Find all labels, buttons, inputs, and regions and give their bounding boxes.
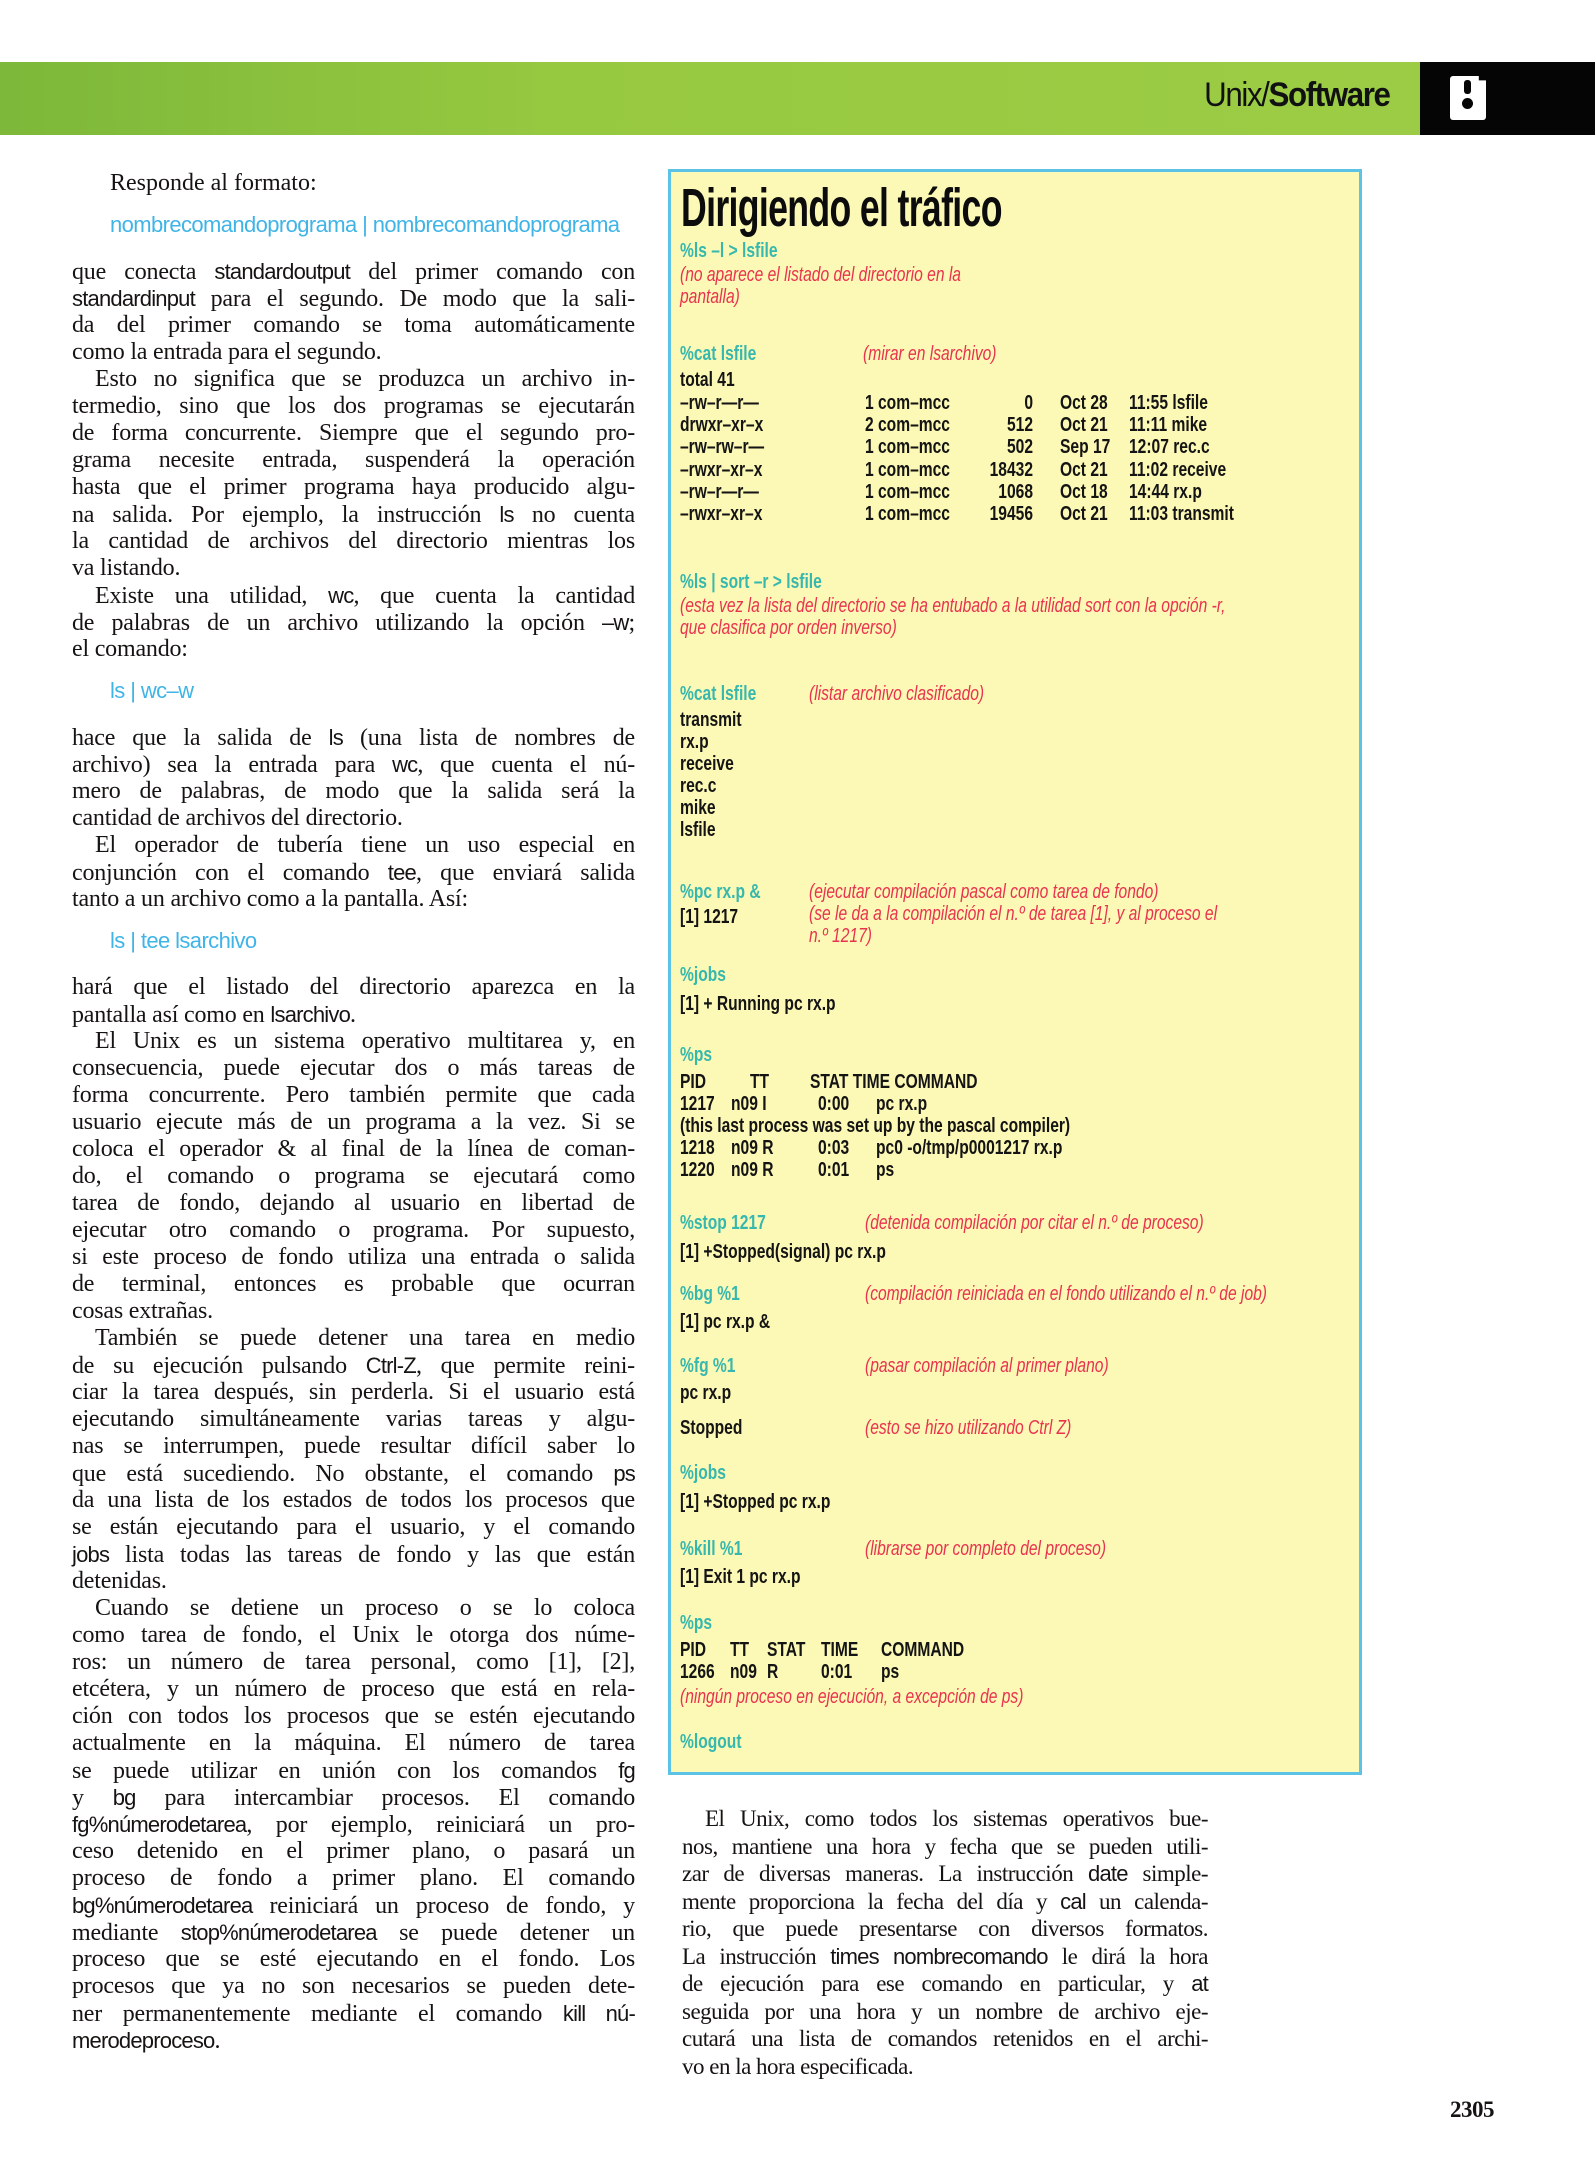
text-segment: mero de palabras, de modo que la salida será la [72, 778, 635, 804]
text-line [682, 1860, 1208, 1888]
text-line [72, 1919, 635, 1946]
text-segment: , que enviará salida [415, 860, 635, 886]
text-line [682, 1970, 1208, 1998]
text-segment: , que cuenta la cantidad [353, 583, 636, 609]
text-segment: ner permanentemente mediante el comando [72, 2001, 563, 2027]
text-segment: , que permite reini- [415, 1353, 635, 1379]
listing-permissions: –rw–rw–r— [680, 436, 765, 459]
text-segment: del primer comando con [349, 259, 636, 285]
text-line [72, 2027, 635, 2054]
listing-time-name: 11:03 transmit [1129, 503, 1234, 525]
command-line: %pc rx.p & [680, 881, 761, 903]
text-line [72, 724, 635, 751]
output-line: [1] +Stopped pc rx.p [680, 1491, 831, 1513]
note: (mirar en lsarchivo) [863, 343, 997, 365]
listing-owner: 2 com–mcc [865, 414, 950, 437]
listing-owner: 1 com–mcc [865, 392, 950, 414]
text-segment: procesos que ya no son necesarios se pueden dete- [72, 1973, 635, 1999]
listing-date: Oct 21 [1060, 503, 1108, 525]
text-line [72, 1379, 635, 1406]
listing-time-name: 14:44 rx.p [1129, 480, 1202, 503]
text-segment: proceso de fondo a primer plano. El comando [72, 1865, 635, 1891]
text-line [682, 1915, 1208, 1943]
text-line [72, 1757, 635, 1784]
text-line [72, 1568, 635, 1595]
sorted-file: mike [680, 797, 716, 819]
text-segment: ejecutando simultáneamente varias tareas y algu- [72, 1406, 635, 1432]
floppy-disk-icon [1450, 76, 1486, 120]
text-segment: se están ejecutando para el usuario, y el comando [72, 1514, 635, 1540]
text-segment: proceso que se esté ejecutando en el fondo. Los [72, 1946, 635, 1972]
ps-header-time: TIME [821, 1639, 859, 1661]
command-line: %cat lsfile [680, 683, 757, 705]
text-line [72, 1946, 635, 1973]
text-segment: vo en la hora especificada. [682, 2053, 914, 2079]
listing-size: 1068 [998, 480, 1033, 503]
output-line: [1] +Stopped(signal) pc rx.p [680, 1241, 886, 1263]
text-segment: un calenda- [1085, 1888, 1209, 1914]
listing-date: Oct 21 [1060, 414, 1108, 437]
inline-command: kill nú- [562, 2001, 635, 2026]
text-line [682, 1943, 1208, 1971]
text-line [72, 258, 635, 285]
ps-pid: 1220 [680, 1159, 715, 1181]
sorted-file: rx.p [680, 731, 709, 753]
text-segment: grama necesite entrada, suspenderá la operación [72, 447, 635, 473]
ps-time: 0:01 [821, 1661, 853, 1683]
text-segment: . [350, 1002, 356, 1028]
text-line [72, 1865, 635, 1892]
text-line [72, 974, 635, 1001]
text-line [72, 501, 635, 528]
output-line: [1] pc rx.p & [680, 1311, 771, 1333]
command-line: %ps [680, 1612, 713, 1634]
text-segment: da una lista de los estados de todos los procesos que [72, 1487, 635, 1513]
ps-pid: 1217 [680, 1093, 715, 1115]
listing-size: 502 [1006, 436, 1033, 459]
command-line: %jobs [680, 964, 726, 986]
inline-command: wc [328, 583, 354, 608]
text-line [72, 1001, 635, 1028]
text-segment: Esto no significa que se produzca un archivo in- [95, 366, 635, 392]
note: (no aparece el listado del directorio en la [680, 264, 961, 286]
sorted-file: lsfile [680, 819, 716, 841]
listing-owner: 1 com–mcc [865, 503, 950, 525]
ps-time: 0:03 [818, 1137, 850, 1159]
ps-remark: (this last process was set up by the pascal compiler) [680, 1115, 1071, 1137]
text-line [72, 805, 635, 832]
note: (ejecutar compilación pascal como tarea de fondo) [809, 881, 1159, 903]
listing-size: 512 [1006, 414, 1033, 437]
listing-permissions: –rw–r—r— [680, 480, 759, 503]
listing-time-name: 12:07 rec.c [1129, 436, 1210, 459]
text-segment: cosas extrañas. [72, 1298, 213, 1324]
text-segment: etcétera, y un número de proceso que está en rela- [72, 1676, 635, 1702]
text-segment: (una lista de nombres de [342, 725, 635, 751]
section-title [1205, 76, 1390, 115]
text-segment: ciar la tarea después, sin perderla. Si el usuario está [72, 1379, 635, 1405]
text-segment: El Unix, como todos los sistemas operativos bue- [705, 1806, 1208, 1831]
inline-command: cal [1060, 1888, 1086, 1914]
text-line [72, 1541, 635, 1568]
listing-date: Oct 21 [1060, 458, 1108, 481]
ps-pid: 1266 [680, 1661, 715, 1683]
text-segment: forma concurrente. Pero también permite que cada [72, 1082, 635, 1108]
text-segment: hará que el listado del directorio aparezca en la [72, 974, 635, 1000]
text-line [72, 1973, 635, 2000]
text-line [72, 555, 635, 582]
text-line [72, 2000, 635, 2027]
text-line [72, 1433, 635, 1460]
text-segment: de su ejecución pulsando [72, 1353, 366, 1379]
inline-command: bg [112, 1785, 136, 1810]
text-segment: nos, mantiene una hora y fecha que se pueden utili- [682, 1833, 1208, 1859]
command-line: %jobs [680, 1462, 726, 1484]
text-segment: como la entrada para el segundo. [72, 339, 382, 365]
text-segment: de terminal, entonces es probable que ocurran [72, 1271, 635, 1297]
text-line [72, 1082, 635, 1109]
text-segment: , que cuenta el nú- [417, 752, 635, 778]
ps-header-tt: TT [730, 1639, 750, 1661]
left-column-text [72, 170, 635, 2054]
text-line [72, 1703, 635, 1730]
ps-command: ps [881, 1661, 900, 1683]
text-segment: termedio, sino que los dos programas se ejecutarán [72, 393, 635, 419]
output-line: [1] Exit 1 pc rx.p [680, 1566, 801, 1588]
ps-command: pc0 -o/tmp/p0001217 rx.p [876, 1137, 1063, 1159]
listing-owner: 1 com–mcc [865, 480, 950, 503]
command-line: %cat lsfile [680, 343, 757, 365]
text-line [72, 859, 635, 886]
note: (se le da a la compilación el n.º de tarea [1], y al proceso el [809, 903, 1218, 925]
text-segment: reiniciará un proceso de fondo, y [252, 1893, 635, 1919]
listing-time-name: 11:55 lsfile [1129, 392, 1208, 414]
text-segment: tanto a un archivo como a la pantalla. Así: [72, 886, 468, 912]
text-segment: archivo) sea la entrada para [72, 752, 393, 778]
text-segment: , por ejemplo, reiniciará un pro- [246, 1812, 635, 1838]
command-line: %ls | sort –r > lsfile [680, 571, 822, 593]
inline-command: ls [328, 725, 343, 750]
text-segment: de palabras de un archivo utilizando la opción [72, 610, 602, 636]
text-segment: ejecutar otro comando o programa. Por supuesto, [72, 1217, 635, 1243]
listing-time-name: 11:11 mike [1129, 414, 1208, 437]
command-line: %ps [680, 1044, 713, 1066]
text-segment: para el segundo. De modo que la sali- [194, 286, 635, 312]
listing-date: Oct 28 [1060, 392, 1108, 414]
text-line [682, 2025, 1208, 2053]
text-line [72, 832, 635, 859]
inline-command: stop%númerodetarea [180, 1920, 377, 1945]
output-line: total 41 [680, 369, 735, 391]
ps-header-stat: STAT [767, 1639, 806, 1661]
text-line [72, 312, 635, 339]
text-line [72, 1406, 635, 1433]
text-line [72, 1892, 635, 1919]
text-line [72, 474, 635, 501]
command-line: %fg %1 [680, 1355, 736, 1377]
text-segment: no cuenta [513, 502, 635, 528]
inline-command: standardoutput [214, 259, 350, 284]
inline-command: Ctrl-Z [365, 1353, 416, 1378]
text-line [72, 1622, 635, 1649]
text-line [72, 1649, 635, 1676]
text-line [72, 1784, 635, 1811]
note: (compilación reiniciada en el fondo utilizando el n.º de job) [865, 1283, 1268, 1305]
text-line [72, 1163, 635, 1190]
sorted-file: transmit [680, 709, 742, 731]
text-line [72, 582, 635, 609]
command-example: ls | wc–w [110, 678, 194, 703]
text-segment: se puede utilizar en unión con los comandos [72, 1758, 619, 1784]
text-line [682, 1805, 1208, 1833]
listing-time-name: 11:02 receive [1129, 458, 1227, 481]
sidebar-dirigiendo-el-trafico [668, 169, 1362, 1775]
text-line [72, 609, 635, 636]
text-segment: como tarea de fondo, el Unix le otorga dos núme- [72, 1622, 635, 1648]
inline-command: times nombrecomando [830, 1943, 1048, 1969]
text-line [72, 778, 635, 805]
text-line [72, 420, 635, 447]
inline-command: standardinput [72, 286, 195, 311]
listing-owner: 1 com–mcc [865, 458, 950, 481]
inline-command: –w [602, 610, 629, 635]
text-segment: le dirá la hora [1047, 1943, 1208, 1969]
text-segment: . [214, 2028, 221, 2054]
text-segment: da del primer comando se toma automáticamente [72, 312, 635, 338]
note: (listar archivo clasificado) [809, 683, 985, 705]
text-line [72, 1730, 635, 1757]
intro-text: Responde al formato: [110, 170, 317, 196]
note: (ningún proceso en ejecución, a excepción de ps) [680, 1686, 1024, 1708]
text-line [72, 1811, 635, 1838]
ps-pid: 1218 [680, 1137, 715, 1159]
text-segment: rio, que puede presentarse con diversos formatos. [682, 1916, 1208, 1941]
inline-command: merodeproceso [72, 2028, 215, 2053]
text-line [72, 1298, 635, 1325]
text-segment: El Unix es un sistema operativo multitarea y, en [95, 1028, 635, 1054]
ps-header-pid: PID [680, 1071, 707, 1093]
section-icon-box [1420, 62, 1595, 135]
text-line [72, 1838, 635, 1865]
sorted-file: receive [680, 753, 734, 775]
text-segment: ceso detenido en el primer plano, o pasará un [72, 1838, 635, 1864]
output-line: [1] + Running pc rx.p [680, 993, 836, 1015]
output-line: Stopped [680, 1417, 743, 1439]
text-segment: de forma concurrente. Siempre que el segundo pro- [72, 420, 635, 446]
command-example: nombrecomandoprograma | nombrecomandoprograma [110, 212, 620, 237]
listing-date: Oct 18 [1060, 480, 1108, 503]
inline-command: tee [387, 860, 416, 885]
command-line: %bg %1 [680, 1283, 740, 1305]
note: (esto se hizo utilizando Ctrl Z) [865, 1417, 1072, 1439]
text-line [72, 1676, 635, 1703]
text-line [682, 1833, 1208, 1861]
text-segment: Existe una utilidad, [95, 583, 329, 609]
text-line [72, 1460, 635, 1487]
sidebar-title: Dirigiendo el tráfico [681, 178, 1002, 238]
ps-command: pc rx.p [876, 1093, 928, 1115]
text-segment: el comando: [72, 636, 188, 662]
ps-header-rest: STAT TIME COMMAND [810, 1071, 978, 1093]
ps-command: ps [876, 1159, 895, 1181]
text-segment: usuario ejecute más de un programa a la vez. Si se [72, 1109, 635, 1135]
listing-owner: 1 com–mcc [865, 436, 950, 459]
text-line [72, 886, 635, 913]
note: que clasifica por orden inverso) [680, 617, 897, 639]
text-segment: para intercambiar procesos. El comando [135, 1785, 635, 1811]
section-header-band [0, 62, 1420, 135]
note: (detenida compilación por citar el n.º de proceso) [865, 1212, 1204, 1234]
text-segment: y [72, 1785, 113, 1811]
ps-time: 0:01 [818, 1159, 850, 1181]
listing-date: Sep 17 [1060, 436, 1111, 459]
ps-tt: n09 R [731, 1137, 774, 1159]
command-line: %kill %1 [680, 1538, 743, 1560]
listing-permissions: –rwxr–xr–x [680, 503, 763, 525]
text-segment: de ejecución para ese comando en particular, y [682, 1971, 1192, 1996]
text-segment: conjunción con el comando [72, 860, 388, 886]
text-line [72, 366, 635, 393]
text-line [72, 285, 635, 312]
inline-command: bg%númerodetarea [72, 1893, 253, 1918]
text-line [72, 1055, 635, 1082]
text-line [72, 1514, 635, 1541]
page-number: 2305 [1450, 2097, 1494, 2122]
text-line [72, 1217, 635, 1244]
text-line [72, 1136, 635, 1163]
text-segment: va listando. [72, 555, 181, 581]
inline-command: lsarchivo [270, 1002, 351, 1027]
text-line [72, 1109, 635, 1136]
text-line [72, 751, 635, 778]
text-segment: lista todas las tareas de fondo y las que están [109, 1542, 635, 1568]
text-line [72, 1352, 635, 1379]
text-line [72, 393, 635, 420]
note: (pasar compilación al primer plano) [865, 1355, 1109, 1377]
text-line [72, 636, 635, 663]
text-segment: Cuando se detiene un proceso o se lo coloca [95, 1595, 635, 1621]
text-segment: El operador de tubería tiene un uso especial en [95, 832, 635, 858]
listing-size: 0 [1024, 392, 1033, 414]
inline-command: date [1088, 1861, 1128, 1886]
note: n.º 1217) [809, 925, 872, 947]
listing-permissions: –rwxr–xr–x [680, 458, 763, 481]
section-topic: Software [1268, 76, 1390, 114]
listing-permissions: –rw–r—r— [680, 392, 759, 414]
text-line [72, 1487, 635, 1514]
sorted-file: rec.c [680, 775, 717, 797]
text-segment: ción con todos los procesos que se estén ejecutando [72, 1703, 635, 1729]
command-line: %stop 1217 [680, 1212, 766, 1234]
ps-stat: R [767, 1661, 779, 1683]
output-line: pc rx.p [680, 1382, 732, 1404]
ps-header-pid: PID [680, 1639, 707, 1661]
inline-command: at [1191, 1971, 1208, 1996]
ps-tt: n09 [730, 1661, 757, 1683]
text-segment: do, el comando o programa se ejecutará como [72, 1163, 635, 1189]
text-line [72, 1271, 635, 1298]
ps-tt: n09 R [731, 1159, 774, 1181]
right-column-paragraph [682, 1805, 1208, 2080]
text-line [682, 2053, 1208, 2081]
command-line: %ls –l > lsfile [680, 240, 778, 262]
listing-size: 19456 [989, 503, 1033, 525]
text-segment: la cantidad de archivos del directorio mientras los [72, 528, 635, 554]
inline-command: fg [618, 1758, 635, 1783]
text-line [72, 447, 635, 474]
text-segment: hace que la salida de [72, 725, 329, 751]
text-segment: que está sucediendo. No obstante, el comando [72, 1461, 614, 1487]
text-segment: na salida. Por ejemplo, la instrucción [72, 502, 500, 528]
text-segment: cantidad de archivos del directorio. [72, 805, 403, 831]
text-line [72, 528, 635, 555]
text-segment: zar de diversas maneras. La instrucción [682, 1861, 1089, 1886]
ps-header-tt: TT [750, 1071, 770, 1093]
text-segment: que conecta [72, 259, 215, 285]
text-segment: mediante [72, 1920, 181, 1946]
note: pantalla) [680, 286, 740, 308]
text-line [682, 1888, 1208, 1916]
text-segment: cutará una lista de comandos retenidos en el archi- [682, 2026, 1208, 2051]
text-segment: mente proporciona la fecha del día y [682, 1888, 1061, 1914]
text-line [72, 1325, 635, 1352]
text-segment: actualmente en la máquina. El número de tarea [72, 1730, 635, 1756]
command-line: %logout [680, 1731, 742, 1753]
text-segment: ; [628, 610, 635, 636]
ps-time: 0:00 [818, 1093, 850, 1115]
text-segment: detenidas. [72, 1568, 167, 1594]
text-segment: pantalla así como en [72, 1002, 271, 1028]
text-segment: simple- [1127, 1861, 1209, 1886]
text-segment: ros: un número de tarea personal, como [1], [2], [72, 1649, 635, 1675]
inline-command: fg%númerodetarea [72, 1812, 247, 1837]
output-line: [1] 1217 [680, 906, 739, 928]
text-segment: La instrucción [682, 1943, 831, 1969]
ps-header-command: COMMAND [881, 1639, 965, 1661]
inline-command: wc [392, 752, 418, 777]
text-segment: tarea de fondo, dejando al usuario en libertad de [72, 1190, 635, 1216]
text-segment: seguida por una hora y un nombre de archivo eje- [682, 1998, 1208, 2024]
text-segment: hasta que el primer programa haya producido algu- [72, 474, 635, 500]
text-line [72, 339, 635, 366]
text-segment: nas se interrumpen, puede resultar difícil saber lo [72, 1433, 635, 1459]
text-line [682, 1998, 1208, 2026]
text-line [72, 1244, 635, 1271]
listing-permissions: drwxr–xr–x [680, 414, 764, 437]
section-series: Unix/ [1204, 76, 1269, 114]
text-segment: se puede detener un [376, 1920, 635, 1946]
inline-command: ps [613, 1461, 635, 1486]
text-line [72, 1190, 635, 1217]
text-line [72, 1595, 635, 1622]
text-segment: si este proceso de fondo utiliza una entrada o salida [72, 1244, 635, 1270]
inline-command: ls [499, 502, 514, 527]
text-segment: También se puede detener una tarea en medio [95, 1325, 635, 1351]
text-line [72, 1028, 635, 1055]
ps-tt: n09 I [731, 1093, 767, 1115]
listing-size: 18432 [989, 458, 1033, 481]
text-segment: coloca el operador & al final de la línea de coman- [72, 1136, 635, 1162]
note: (esta vez la lista del directorio se ha entubado a la utilidad sort con la opción -r, [680, 595, 1226, 617]
note: (librarse por completo del proceso) [865, 1538, 1107, 1560]
inline-command: jobs [72, 1542, 110, 1567]
text-segment: consecuencia, puede ejecutar dos o más tareas de [72, 1055, 635, 1081]
command-example: ls | tee lsarchivo [110, 928, 257, 953]
